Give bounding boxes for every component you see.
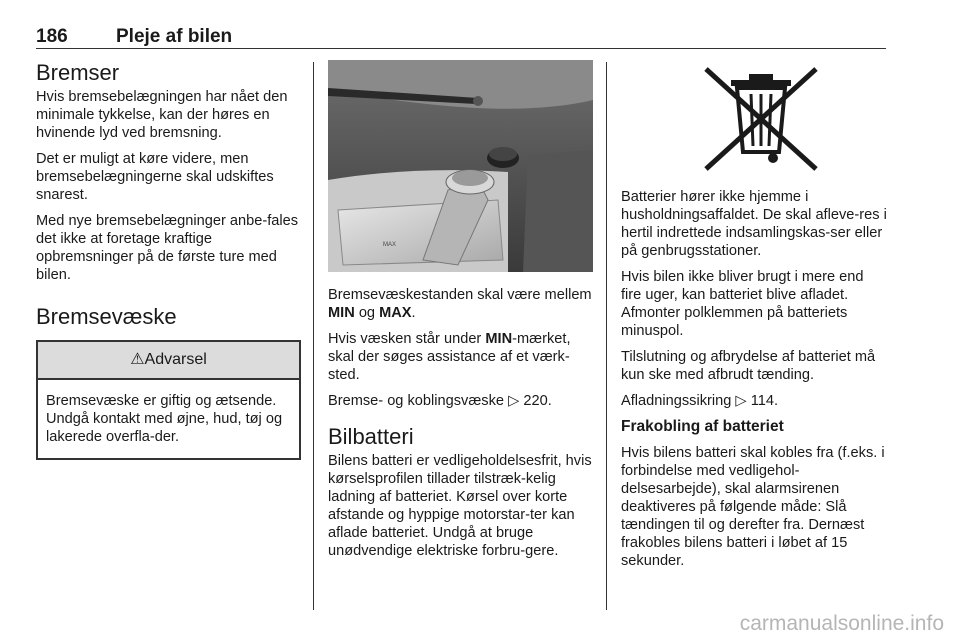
- heading-disconnect-battery: Frakobling af batteriet: [621, 418, 784, 435]
- max-label: MAX: [383, 242, 397, 248]
- chapter-title: Pleje af bilen: [116, 26, 233, 47]
- paragraph: Bremsevæskestanden skal være mellem MIN og MAX.: [328, 287, 592, 321]
- crossed-out-bin-icon: [701, 64, 821, 174]
- warning-header: [38, 342, 299, 380]
- paragraph: Hvis væsken står under MIN-mærket, skal der søges assistance af et værk-sted.: [328, 331, 571, 383]
- column-left: [36, 60, 301, 460]
- warning-title: Advarsel: [144, 351, 207, 368]
- paragraph: Med nye bremsebelægninger anbe-fales det ikke at foretage kraftige opbremsninger på de første ture med bilen.: [36, 213, 299, 283]
- paragraph: Batterier hører ikke hjemme i husholdningsaffaldet. De skal afleve-res i hertil indrettede indsamlingskas-ser eller på genbrugsstationer.: [621, 189, 887, 259]
- paragraph: Hvis bilen ikke bliver brugt i mere end fire uger, kan batteriet blive afladet. Afmonter polklemmen på batteriets minuspol.: [621, 269, 864, 339]
- paragraph: Afladningssikring ▷ 114.: [621, 393, 779, 409]
- page-ref-arrow-icon: ▷: [508, 393, 520, 409]
- warning-box: [36, 340, 301, 460]
- paragraph: Bremse- og koblingsvæske ▷ 220.: [328, 393, 552, 409]
- watermark: carmanualsonline.info: [739, 612, 944, 635]
- heading-battery: Bilbatteri: [328, 424, 414, 449]
- warning-text: Bremsevæske er giftig og ætsende. Undgå kontakt med øjne, hud, tøj og lakerede overfla-der.: [46, 393, 283, 445]
- brake-fluid-reservoir-photo: [328, 60, 593, 272]
- paragraph: Bilens batteri er vedligeholdelsesfrit, hvis kørselsprofilen tillader tilstræk-kelig ladning af batteriet. Kørsel over korte afstande og hyppige motorstar-ter kan aflade batteriet. Undgå at bruge unødvendige elektriske forbru-gere.: [328, 453, 592, 559]
- page-reference[interactable]: 114.: [750, 393, 779, 409]
- column-right: [621, 60, 887, 578]
- paragraph: Tilslutning og afbrydelse af batteriet må kun ske med afbrudt tænding.: [621, 349, 876, 383]
- column-divider: [606, 62, 607, 610]
- heading-brakes: Bremser: [36, 60, 120, 85]
- page-header: [36, 26, 886, 49]
- page-ref-arrow-icon: ▷: [735, 393, 747, 409]
- page-number: 186: [36, 26, 68, 47]
- page-reference[interactable]: 220.: [523, 393, 552, 409]
- column-divider: [313, 62, 314, 610]
- column-middle: [328, 60, 593, 568]
- heading-brake-fluid: Bremsevæske: [36, 304, 177, 329]
- warning-icon: ⚠: [130, 351, 145, 368]
- paragraph: Hvis bremsebelægningen har nået den minimale tykkelse, kan der høres en hvinende lyd ved bremsning.: [36, 89, 288, 141]
- paragraph: Hvis bilens batteri skal kobles fra (f.eks. i forbindelse med vedligehol-delsesarbejde), skal alarmsirenen deaktiveres på følgende måde: Slå tændingen til og derefter fra. Dernæst frakobles bilens batteri i løbet af 15 sekunder.: [621, 445, 885, 569]
- min-label: MIN: [328, 305, 355, 321]
- max-label: MAX: [379, 305, 412, 321]
- paragraph: Det er muligt at køre videre, men bremsebelægningerne skal udskiftes snarest.: [36, 151, 274, 203]
- min-label: MIN: [485, 331, 513, 347]
